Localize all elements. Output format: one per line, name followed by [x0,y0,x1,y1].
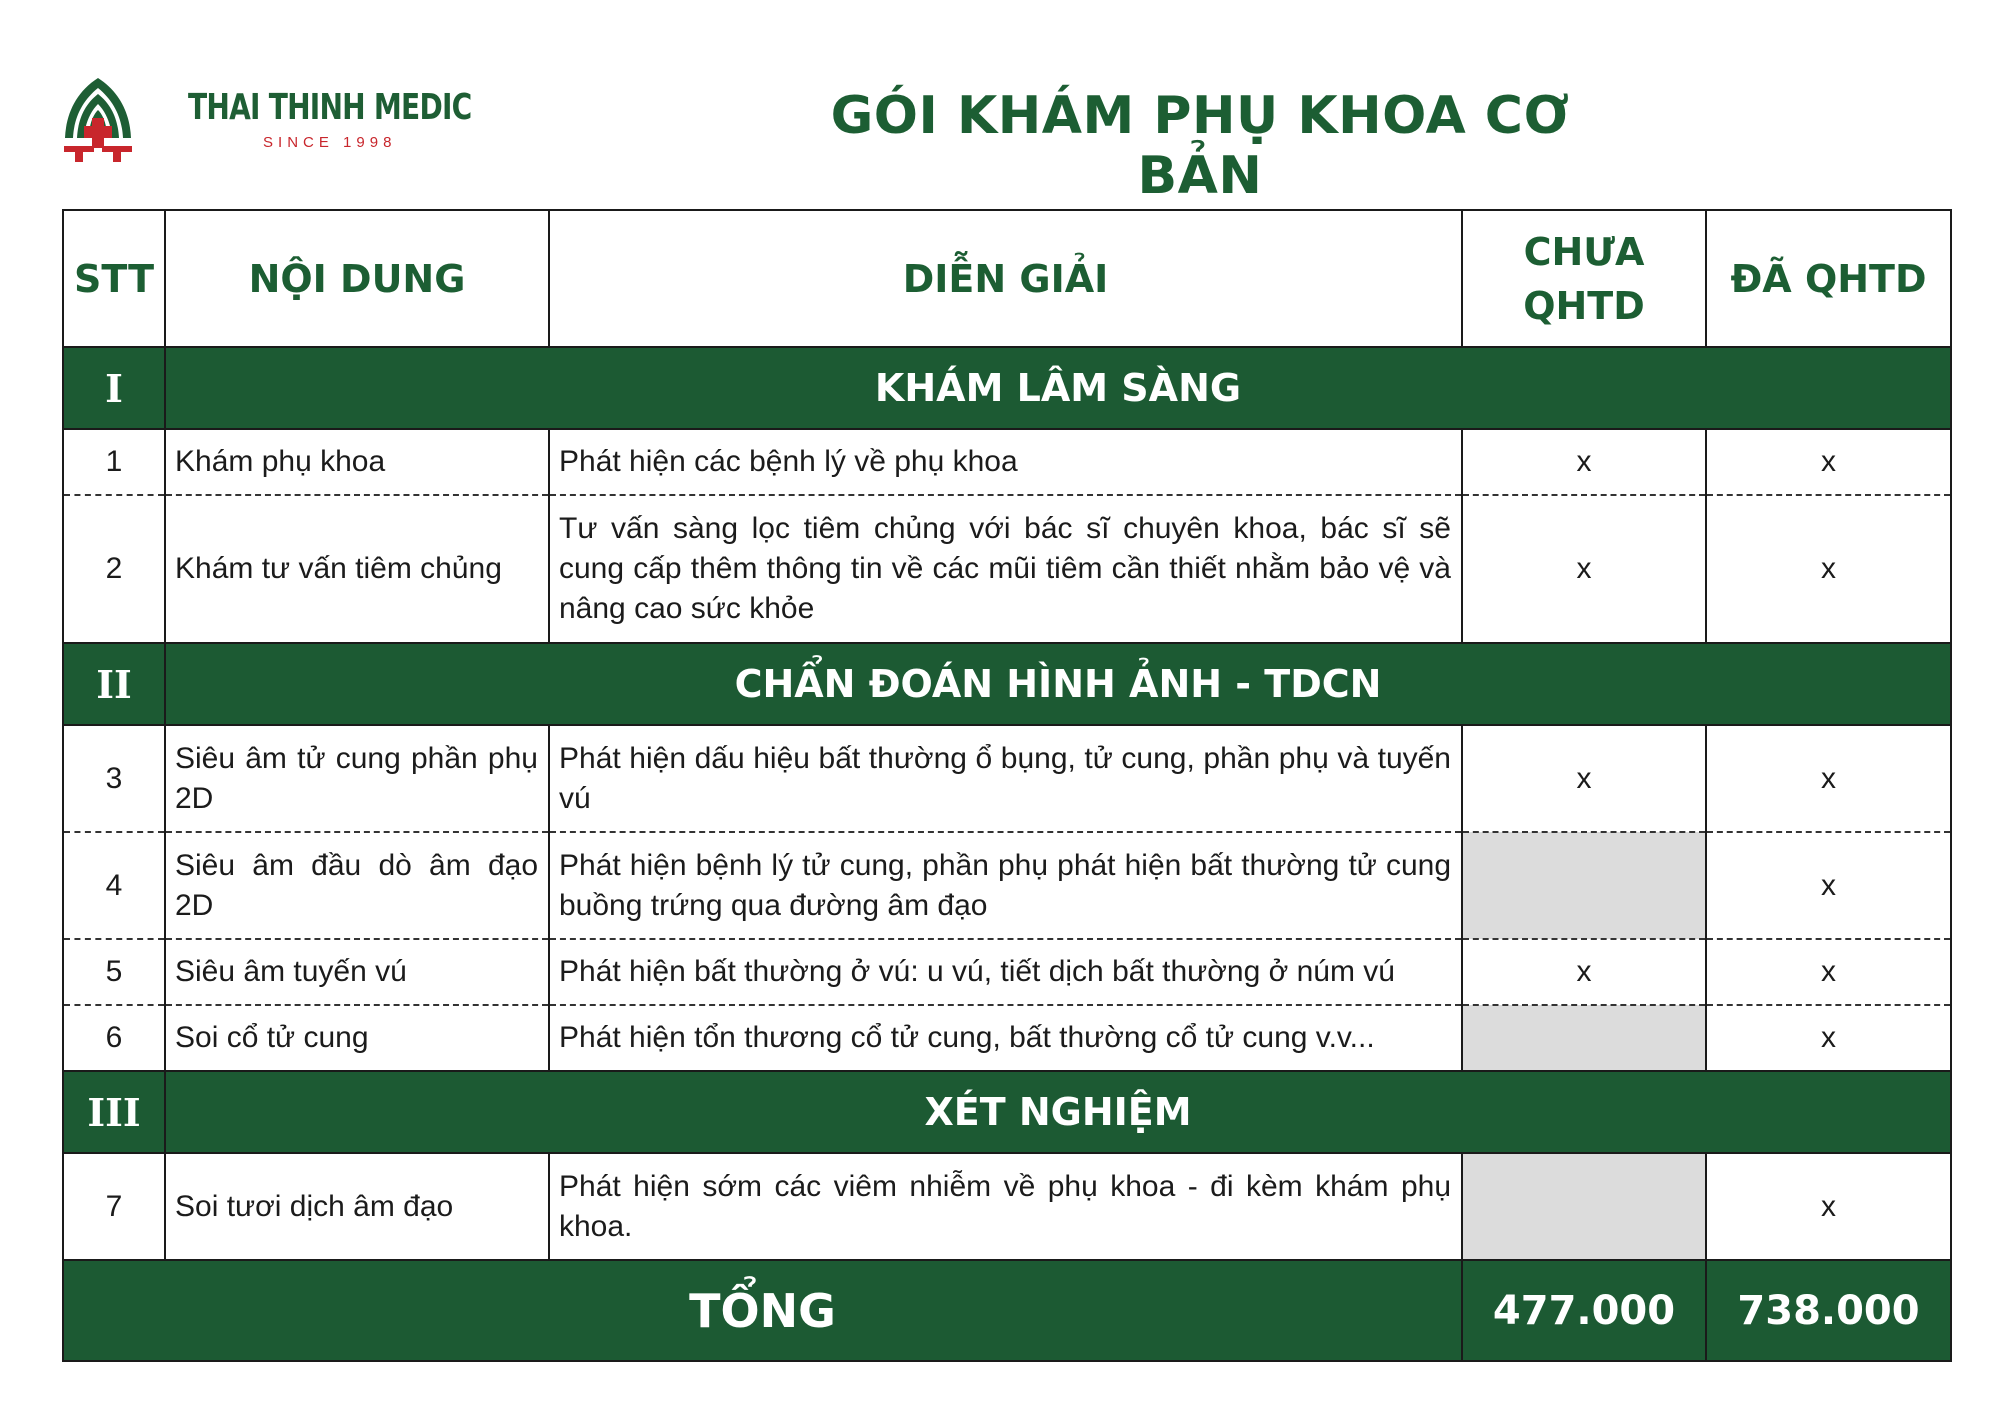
header-chua-qhtd [1462,210,1706,347]
cell-dien-giai: Phát hiện sớm các viêm nhiễm về phụ khoa - đi kèm khám phụ khoa. [549,1153,1462,1260]
header-chua-qhtd-line1: CHƯA [1523,229,1645,274]
table-row [63,939,1951,1005]
cell-chua-qhtd: x [1462,725,1706,832]
cell-da-qhtd: x [1706,939,1951,1005]
section-title: CHẨN ĐOÁN HÌNH ẢNH - TDCN [165,643,1951,725]
table-row [63,1153,1951,1260]
header-chua-qhtd-line2: QHTD [1523,283,1645,328]
section-row [63,347,1951,429]
table-row [63,1005,1951,1071]
cell-dien-giai: Phát hiện bệnh lý tử cung, phần phụ phát hiện bất thường tử cung buồng trứng qua đường âm đạo [549,832,1462,939]
header-noi-dung: NỘI DUNG [165,210,549,347]
table-row [63,495,1951,643]
table-header-row [63,210,1951,347]
header-da-qhtd: ĐÃ QHTD [1706,210,1951,347]
cell-dien-giai: Phát hiện dấu hiệu bất thường ổ bụng, tử cung, phần phụ và tuyến vú [549,725,1462,832]
cell-chua-qhtd: x [1462,429,1706,495]
cell-stt: 7 [63,1153,165,1260]
cell-da-qhtd: x [1706,725,1951,832]
cell-dien-giai: Phát hiện bất thường ở vú: u vú, tiết dịch bất thường ở núm vú [549,939,1462,1005]
section-row [63,643,1951,725]
total-da-qhtd: 738.000 [1706,1260,1951,1361]
header-dien-giai: DIỄN GIẢI [549,210,1462,347]
cell-dien-giai: Phát hiện các bệnh lý về phụ khoa [549,429,1462,495]
page-title: GÓI KHÁM PHỤ KHOA CƠ BẢN [830,86,1570,206]
cell-noi-dung: Soi cổ tử cung [165,1005,549,1071]
header-stt: STT [63,210,165,347]
cell-chua-qhtd [1462,1153,1706,1260]
cell-chua-qhtd: x [1462,495,1706,643]
logo-since: SINCE 1998 [263,133,397,151]
cell-stt: 2 [63,495,165,643]
cell-stt: 6 [63,1005,165,1071]
cell-stt: 4 [63,832,165,939]
logo-name: THAI THINH MEDIC [187,86,472,128]
table-row [63,832,1951,939]
cell-noi-dung: Siêu âm tuyến vú [165,939,549,1005]
section-roman: III [63,1071,165,1153]
section-roman: II [63,643,165,725]
logo [62,74,511,164]
section-roman: I [63,347,165,429]
cell-da-qhtd: x [1706,495,1951,643]
section-title: XÉT NGHIỆM [165,1071,1951,1153]
table-row [63,725,1951,832]
cell-noi-dung: Soi tươi dịch âm đạo [165,1153,549,1260]
cell-dien-giai: Phát hiện tổn thương cổ tử cung, bất thường cổ tử cung v.v... [549,1005,1462,1071]
cell-stt: 1 [63,429,165,495]
package-table [62,209,1952,1362]
cell-stt: 5 [63,939,165,1005]
cell-da-qhtd: x [1706,832,1951,939]
cell-da-qhtd: x [1706,1005,1951,1071]
section-title: KHÁM LÂM SÀNG [165,347,1951,429]
cell-chua-qhtd [1462,832,1706,939]
logo-mark-icon [62,74,134,164]
cell-noi-dung: Khám phụ khoa [165,429,549,495]
total-chua-qhtd: 477.000 [1462,1260,1706,1361]
table-row [63,429,1951,495]
cell-dien-giai: Tư vấn sàng lọc tiêm chủng với bác sĩ chuyên khoa, bác sĩ sẽ cung cấp thêm thông tin về các mũi tiêm cần thiết nhằm bảo vệ và nâng cao sức khỏe [549,495,1462,643]
cell-chua-qhtd [1462,1005,1706,1071]
cell-stt: 3 [63,725,165,832]
cell-noi-dung: Siêu âm đầu dò âm đạo 2D [165,832,549,939]
total-label: TỔNG [63,1260,1462,1361]
cell-noi-dung: Siêu âm tử cung phần phụ 2D [165,725,549,832]
cell-noi-dung: Khám tư vấn tiêm chủng [165,495,549,643]
cell-da-qhtd: x [1706,429,1951,495]
section-row [63,1071,1951,1153]
cell-chua-qhtd: x [1462,939,1706,1005]
cell-da-qhtd: x [1706,1153,1951,1260]
total-row [63,1260,1951,1361]
